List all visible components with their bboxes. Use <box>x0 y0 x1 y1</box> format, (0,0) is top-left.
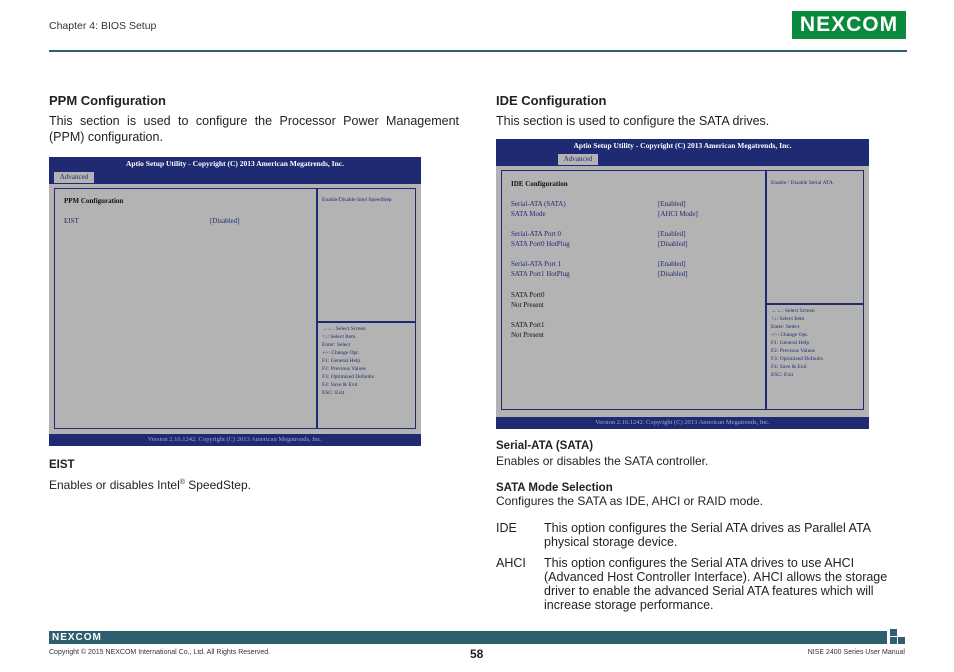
bios-help-text: Enable/Disable Intel SpeedStep <box>322 197 392 203</box>
ppm-heading: PPM Configuration <box>49 93 166 108</box>
registered-mark: ® <box>179 479 185 486</box>
ide-heading: IDE Configuration <box>496 93 607 108</box>
bios-item-label[interactable]: Serial-ATA Port 1 <box>511 260 561 268</box>
key-legend-line: ↑↓: Select Item <box>322 334 356 340</box>
bios-item-label[interactable]: SATA Port0 HotPlug <box>511 240 570 248</box>
key-legend-line: ↑↓: Select Item <box>771 316 805 322</box>
key-legend-line: +/-: Change Opt. <box>322 350 360 356</box>
bios-section-title: PPM Configuration <box>64 197 124 205</box>
bios-key-legend <box>322 325 374 397</box>
eist-desc-text-end: SpeedStep. <box>184 478 251 492</box>
key-legend-line: ESC: Exit <box>322 390 345 396</box>
key-legend-line: F3: Optimized Defaults <box>322 374 374 380</box>
bios-tab-advanced[interactable]: Advanced <box>558 154 598 165</box>
bios-item-label[interactable]: SATA Mode <box>511 210 546 218</box>
footer-bar <box>49 631 887 644</box>
key-legend-line: F2: Previous Values <box>322 366 366 372</box>
bios-item-label[interactable]: SATA Port1 HotPlug <box>511 270 570 278</box>
bios-section-title: IDE Configuration <box>511 180 568 188</box>
bios-help-panel <box>766 170 864 304</box>
key-legend-line: ESC: Exit <box>771 372 794 378</box>
manual-title: NISE 2400 Series User Manual <box>807 649 905 656</box>
bios-port-status: Not Present <box>511 301 544 309</box>
eist-description <box>49 476 251 492</box>
sata-description: Enables or disables the SATA controller. <box>496 454 709 468</box>
key-legend-line: F4: Save & Exit <box>771 364 807 370</box>
bios-version-footer: Version 2.16.1242. Copyright (C) 2013 American Megatrends, Inc. <box>496 417 869 429</box>
ide-intro: This section is used to configure the SATA drives. <box>496 114 770 128</box>
bios-item-value[interactable]: [Disabled] <box>658 240 688 248</box>
bios-item-label[interactable]: Serial-ATA Port 0 <box>511 230 561 238</box>
bios-menu-bar <box>496 153 869 166</box>
ide-bios-screen <box>496 139 869 429</box>
option-desc-ide: This option configures the Serial ATA drives as Parallel ATA physical storage device. <box>544 521 871 549</box>
key-legend-line: F1: General Help <box>771 340 810 346</box>
key-legend-line: Enter: Select <box>322 342 351 348</box>
nexcom-logo: NEXCOM <box>792 11 906 39</box>
key-legend-line: F2: Previous Values <box>771 348 815 354</box>
bios-help-panel <box>317 188 416 322</box>
header-divider <box>49 50 907 52</box>
bios-version-footer: Version 2.16.1242. Copyright (C) 2013 American Megatrends, Inc. <box>49 434 421 446</box>
key-legend-line: F4: Save & Exit <box>322 382 358 388</box>
footer-nexcom-logo: NEXCOM <box>52 632 102 643</box>
bios-port-name: SATA Port0 <box>511 291 545 299</box>
footer-square-icon <box>898 637 905 644</box>
bios-item-value[interactable]: [Disabled] <box>658 270 688 278</box>
bios-item-value[interactable]: [Enabled] <box>658 230 686 238</box>
bios-item-eist-label[interactable]: EIST <box>64 217 79 225</box>
key-legend-line: →←: Select Screen <box>771 308 815 314</box>
footer-square-icon <box>890 629 897 636</box>
bios-menu-bar <box>49 171 421 184</box>
bios-title-bar: Aptio Setup Utility - Copyright (C) 2013 American Megatrends, Inc. <box>496 139 869 153</box>
bios-main-panel <box>54 188 317 429</box>
bios-key-legend <box>771 307 823 379</box>
bios-tab-advanced[interactable]: Advanced <box>54 172 94 183</box>
bios-help-text: Enable / Disable Serial ATA <box>771 180 833 186</box>
bios-port-status: Not Present <box>511 331 544 339</box>
bios-item-eist-value[interactable]: [Disabled] <box>210 217 240 225</box>
sata-mode-heading: SATA Mode Selection <box>496 482 613 494</box>
bios-item-value[interactable]: [Enabled] <box>658 200 686 208</box>
key-legend-line: +/-: Change Opt. <box>771 332 809 338</box>
ppm-bios-screen <box>49 157 421 446</box>
key-legend-line: Enter: Select <box>771 324 800 330</box>
bios-title-bar: Aptio Setup Utility - Copyright (C) 2013 American Megatrends, Inc. <box>49 157 421 171</box>
option-term-ahci: AHCI <box>496 556 526 570</box>
chapter-title: Chapter 4: BIOS Setup <box>49 20 157 32</box>
footer-square-icon <box>890 637 897 644</box>
bios-item-value[interactable]: [AHCI Mode] <box>658 210 698 218</box>
option-term-ide: IDE <box>496 521 517 535</box>
key-legend-line: F3: Optimized Defaults <box>771 356 823 362</box>
key-legend-line: F1: General Help <box>322 358 361 364</box>
bios-item-label[interactable]: Serial-ATA (SATA) <box>511 200 566 208</box>
copyright-text: Copyright © 2015 NEXCOM International Co., Ltd. All Rights Reserved. <box>49 649 271 656</box>
option-desc-ahci: This option configures the Serial ATA drives to use AHCI (Advanced Host Controller Interface). AHCI allows the storage driver to enable the advanced Serial ATA features which will increase storage performance. <box>544 556 888 612</box>
key-legend-line: →←: Select Screen <box>322 326 366 332</box>
page-number: 58 <box>470 647 484 661</box>
bios-item-value[interactable]: [Enabled] <box>658 260 686 268</box>
sata-mode-description: Configures the SATA as IDE, AHCI or RAID mode. <box>496 494 763 508</box>
sata-heading: Serial-ATA (SATA) <box>496 440 594 452</box>
bios-port-name: SATA Port1 <box>511 321 545 329</box>
ppm-intro: This section is used to configure the Processor Power Management (PPM) configuration. <box>49 114 459 144</box>
eist-heading: EIST <box>49 459 75 471</box>
eist-desc-text: Enables or disables Intel <box>49 478 180 492</box>
